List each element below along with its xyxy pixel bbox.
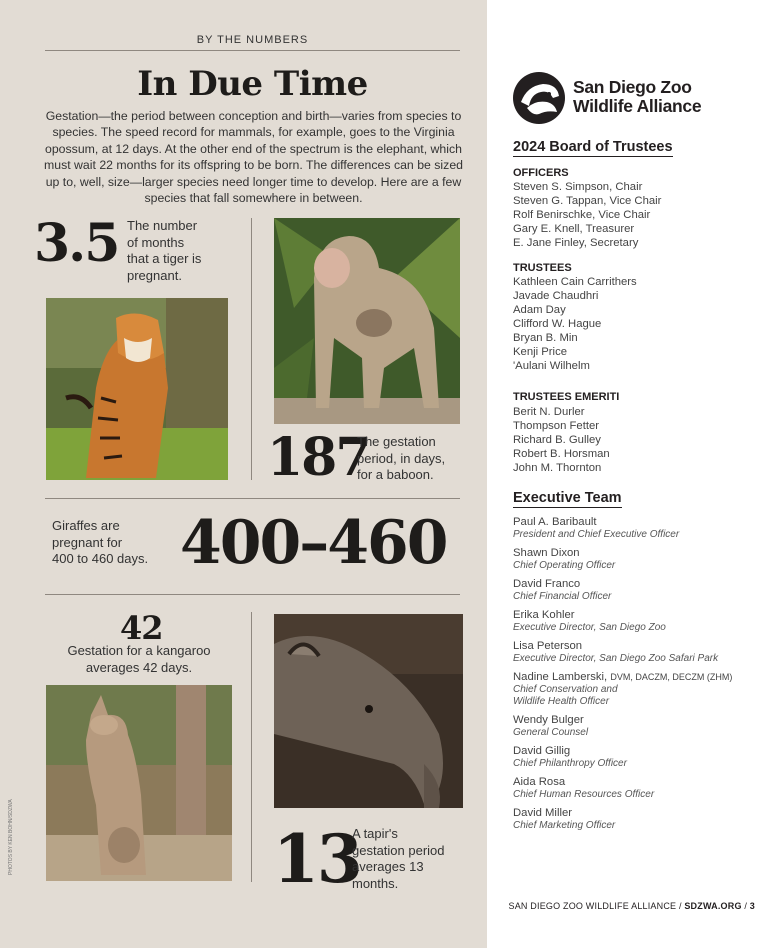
- tapir-caption: A tapir's gestation period averages 13 months.: [352, 826, 445, 891]
- trustees-heading: TRUSTEES: [513, 262, 572, 274]
- section-kicker: BY THE NUMBERS: [196, 34, 309, 46]
- giraffe-rule-top: [45, 498, 460, 499]
- exec-item: Erika Kohler Executive Director, San Diego Zoo: [513, 609, 666, 633]
- photo-credit: PHOTOS BY KEN BOHN/SDZWA: [8, 799, 14, 875]
- list-item: Robert B. Horsman: [513, 448, 610, 460]
- list-item: Thompson Fetter: [513, 420, 600, 432]
- kangaroo-caption: Gestation for a kangaroo averages 42 days.: [67, 643, 211, 675]
- trustees-list: [513, 275, 637, 373]
- tapir-photo: [274, 614, 463, 808]
- exec-item: David Miller Chief Marketing Officer: [513, 807, 616, 831]
- board-heading: 2024 Board of Trustees: [513, 139, 673, 155]
- list-item: Bryan B. Min: [513, 332, 578, 344]
- tiger-photo: [46, 298, 228, 480]
- officers-list: [513, 180, 661, 250]
- list-item: Steven G. Tappan, Vice Chair: [513, 195, 662, 207]
- exec-team-list: [513, 515, 758, 837]
- giraffe-number: 400–460: [180, 508, 447, 578]
- list-item: Berit N. Durler: [513, 406, 585, 418]
- exec-item: Aida Rosa Chief Human Resources Officer: [513, 776, 655, 800]
- sdzwa-logo[interactable]: [513, 72, 753, 124]
- baboon-photo: [274, 218, 460, 424]
- emeriti-heading: TRUSTEES EMERITI: [513, 391, 620, 403]
- kangaroo-photo: [46, 685, 232, 881]
- logo-mark-icon: [513, 72, 565, 124]
- list-item: Adam Day: [513, 304, 566, 316]
- list-item: 'Aulani Wilhelm: [513, 360, 590, 372]
- list-item: Gary E. Knell, Treasurer: [513, 223, 635, 235]
- list-item: Kenji Price: [513, 346, 567, 358]
- list-item: Javade Chaudhri: [513, 290, 599, 302]
- list-item: E. Jane Finley, Secretary: [513, 237, 639, 249]
- list-item: Steven S. Simpson, Chair: [513, 181, 643, 193]
- tiger-divider: [251, 218, 252, 480]
- exec-item: David Franco Chief Financial Officer: [513, 578, 612, 602]
- exec-item: Nadine Lamberski, DVM, DACZM, DECZM (ZHM) Chief Conservation and Wildlife Health Officer: [513, 671, 733, 707]
- giraffe-rule-bottom: [45, 594, 460, 595]
- list-item: Clifford W. Hague: [513, 318, 602, 330]
- tiger-number: 3.5: [34, 213, 119, 274]
- emeriti-list: [513, 405, 610, 475]
- header-rule: [45, 50, 460, 51]
- footer-org: SAN DIEGO ZOO WILDLIFE ALLIANCE: [508, 901, 677, 911]
- baboon-caption: The gestation period, in days, for a baboon.: [357, 434, 446, 482]
- logo-wordmark: San Diego Zoo Wildlife Alliance: [573, 77, 702, 116]
- intro-paragraph: Gestation—the period between conception and birth—varies from species to species. The speed record for mammals, for example, goes to the Virginia opossum, at 12 days. At the other end of the spectrum is the elephant, which must wait 22 months for its offspring to be born. The differences can be sized up to, well, size—larger species need longer time to develop. Here are a few species that fall somewhere in between.: [43, 109, 463, 206]
- kangaroo-number: 42: [120, 609, 163, 647]
- tapir-number: 13: [273, 820, 361, 898]
- list-item: John M. Thornton: [513, 462, 602, 474]
- exec-item: Lisa Peterson Executive Director, San Diego Zoo Safari Park: [513, 640, 719, 664]
- kangaroo-divider: [251, 612, 252, 882]
- giraffe-caption: Giraffes are pregnant for 400 to 460 days.: [52, 518, 149, 566]
- baboon-number: 187: [267, 427, 370, 488]
- exec-item: Paul A. Baribault President and Chief Executive Officer: [513, 516, 680, 540]
- exec-item: Wendy Bulger General Counsel: [513, 714, 589, 738]
- tiger-caption: The number of months that a tiger is pregnant.: [127, 218, 202, 283]
- footer-site-link[interactable]: SDZWA.ORG: [684, 901, 742, 911]
- page-title: In Due Time: [137, 64, 368, 104]
- list-item: Richard B. Gulley: [513, 434, 601, 446]
- list-item: Kathleen Cain Carrithers: [513, 276, 637, 288]
- exec-heading: Executive Team: [513, 490, 622, 506]
- exec-item: David Gillig Chief Philanthropy Officer: [513, 745, 627, 769]
- page-number: 3: [749, 901, 755, 911]
- officers-heading: OFFICERS: [513, 167, 569, 179]
- list-item: Rolf Benirschke, Vice Chair: [513, 209, 651, 221]
- page-footer: SAN DIEGO ZOO WILDLIFE ALLIANCE / SDZWA.ORG / 3: [508, 901, 755, 911]
- exec-item: Shawn Dixon Chief Operating Officer: [513, 547, 616, 571]
